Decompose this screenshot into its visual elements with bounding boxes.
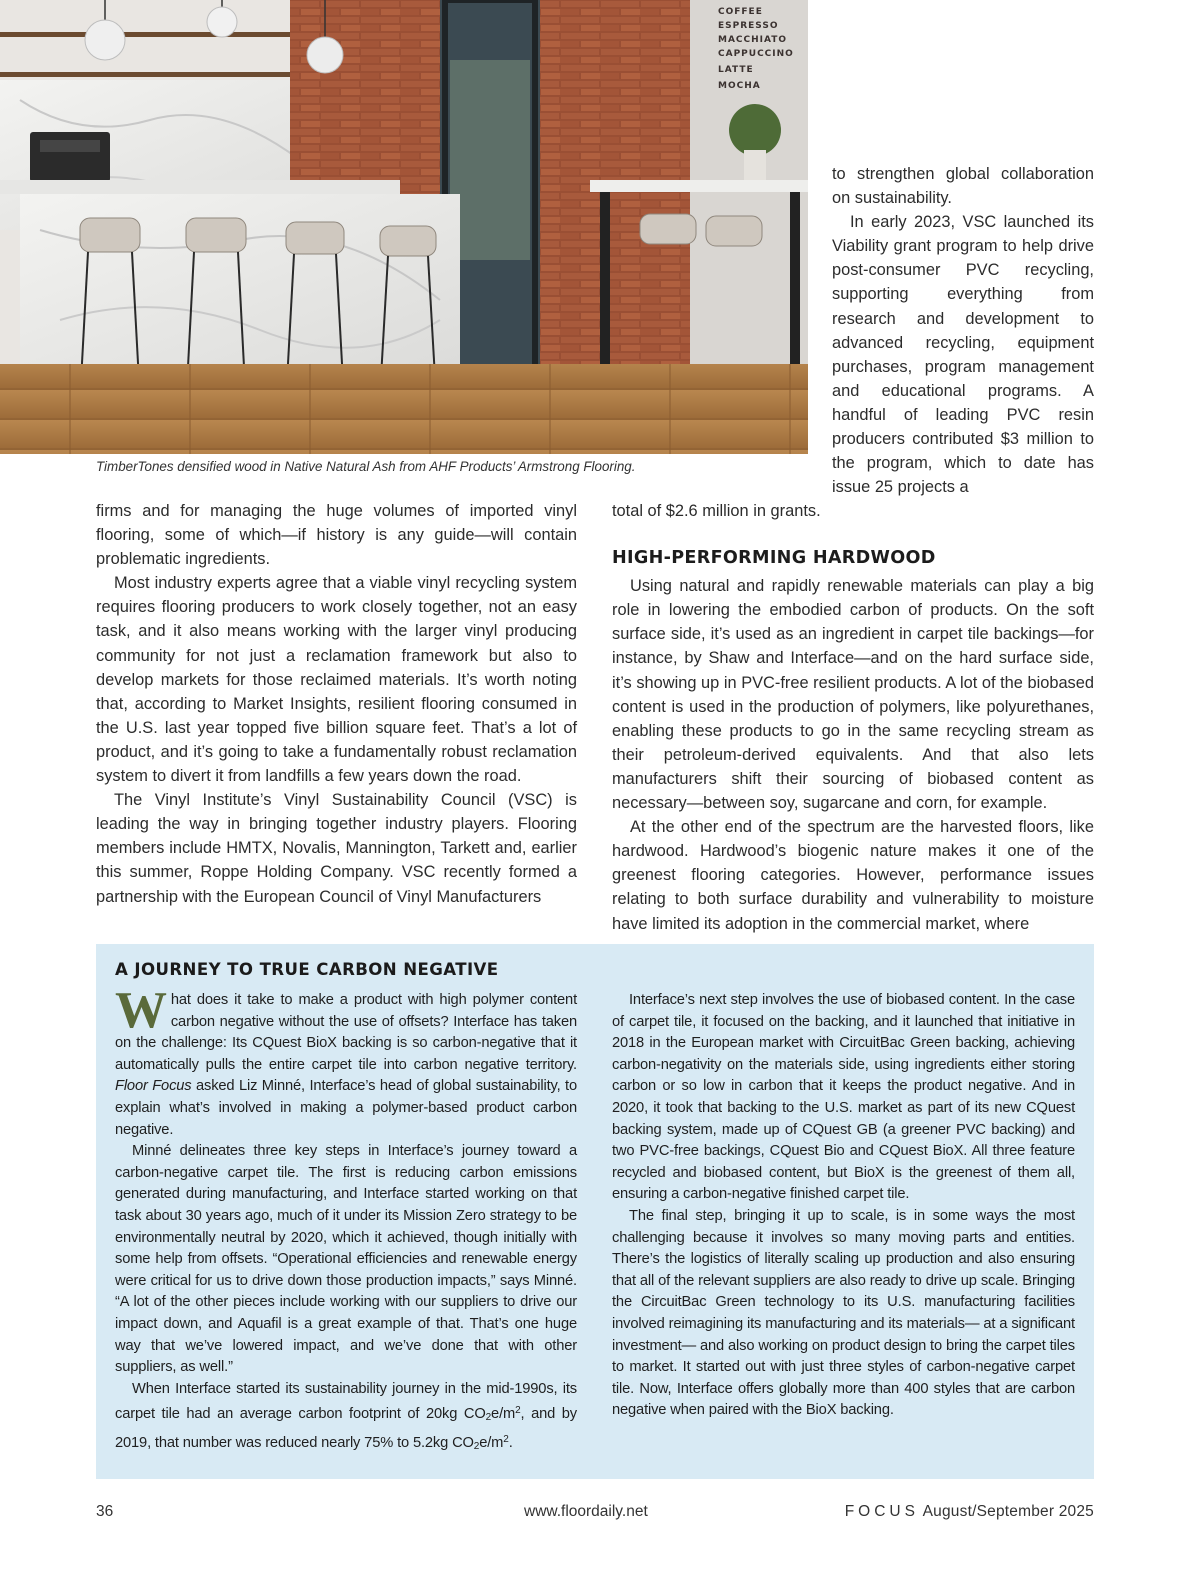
publication-issue: [845, 1503, 1094, 1521]
paragraph: Most industry experts agree that a viable vinyl recycling system requires flooring producers to work closely together, not an easy task, and it also means working with the larger vinyl producing community for not just a reclamation framework but also to develop markets for those reclaimed materials. It’s worth noting that, according to Market Insights, resilient flooring consumed in the U.S. last year topped five billion square feet. That’s a lot of product, and it’s going to take a fundamentally robust reclamation system to divert it from landfills a few years down the road.: [96, 574, 577, 786]
sign-coffee: COFFEE: [718, 7, 763, 17]
cafe-interior-illustration: [0, 0, 808, 454]
paragraph: total of $2.6 million in grants.: [612, 502, 821, 520]
text-run: hat does it take to make a product with high polymer content carbon negative without the use of offsets? Interface has taken on the challenge: Its CQuest BioX backing is so carbon-negative that it automatically pulls the entire carpet tile into carbon negative territory.: [115, 992, 577, 1073]
sidebar-title: A JOURNEY TO TRUE CARBON NEGATIVE: [115, 960, 499, 979]
sign-mocha: MOCHA: [718, 81, 761, 91]
paragraph: Using natural and rapidly renewable materials can play a big role in lowering the embodied carbon of products. On the soft surface side, it’s used as an ingredient in carpet tile backings—for instance, by Shaw and Interface—and on the hard surface side, it’s showing up in PVC-free resilient products. A lot of the biobased content is used in the production of polymers, like polyurethanes, enabling these products to go in the same recycling stream as their petroleum-derived equivalents. And that also lets manufacturers shift their sourcing of biobased content as necessary—between soy, sugarcane and corn, for example.: [612, 577, 1094, 813]
sign-cappuccino: CAPPUCCINO: [718, 49, 794, 59]
text-run: When Interface started its sustainability journey in the mid-1990s, its carpet tile had an average carbon footprint of 20kg: [115, 1380, 577, 1423]
magazine-name: Floor Focus: [115, 1078, 192, 1095]
issue-date: August/September 2025: [922, 1503, 1094, 1520]
section-heading: HIGH-PERFORMING HARDWOOD: [612, 548, 936, 569]
paragraph: In early 2023, VSC launched its Viability grant program to help drive post-consumer PVC recycling, supporting everything from research and development to advanced recycling, equipment purchases, program management and educational programs. A handful of leading PVC resin producers contributed $3 million to the program, which to date has issue 25 projects a: [832, 213, 1094, 497]
sidebar-column-left: [115, 982, 578, 1457]
website-url: www.floordaily.net: [524, 1503, 648, 1520]
paragraph: Interface’s next step involves the use of biobased content. In the case of carpet tile, it focused on the backing, and it launched that initiative in 2018 in the European market with CircuitBac Green backing, achieving carbon-negativity on the materials side, using ingredients either storing carbon or so low in carbon that it keeps the product negative. And in 2020, it took that backing to the U.S. market as part of its new CQuest backing system, made up of CQuest GB (a greener PVC backing) and two PVC-free backings, CQuest Bio and CQuest BioX. All three feature recycled and biobased content, but BioX is the greenest of them all, ensuring a carbon-negative finished carpet tile.: [612, 992, 1075, 1203]
photo-caption: TimberTones densified wood in Native Natural Ash from AHF Products’ Armstrong Flooring.: [96, 459, 636, 474]
paragraph: When Interface started its sustainability journey in the mid-1990s, its carpet tile had an average carbon footprint of 20kg $CO_2e/m^2$, and by 2019, that number was reduced nearly 75% to 5.2kg $CO_2e/m^2$.: [115, 1380, 577, 1452]
sign-latte: LATTE: [718, 65, 754, 75]
sign-espresso: ESPRESSO: [718, 21, 779, 31]
sidebar-box: [96, 944, 1094, 1479]
page-number: 36: [96, 1503, 114, 1520]
paragraph: [115, 982, 578, 1141]
paragraph: firms and for managing the huge volumes of imported vinyl flooring, some of which—if history is any guide—will contain problematic ingredients.: [96, 502, 577, 569]
text-run: , and by 2019, that number was reduced nearly 75% to 5.2kg: [115, 1406, 577, 1451]
sign-macchiato: MACCHIATO: [718, 35, 788, 45]
paragraph: Minné delineates three key steps in Interface’s journey toward a carbon-negative carpet tile. The first is reducing carbon emissions generated during manufacturing, and Interface started working on that task about 30 years ago, much of it under its Mission Zero strategy to be environmentally neutral by 2020, which it achieved, though initially with some help from offsets. “Operational efficiencies and renewable energy were critical for us to drive down those production impacts,” says Minné. “A lot of the other pieces include working with our suppliers to drive our impact down, and Aquafil is a great example of that. That’s one huge way that we’ve lowered impact, and we’ve done that with other suppliers, as well.”: [115, 1143, 577, 1376]
article-column-right: [612, 499, 1094, 936]
paragraph: to strengthen global collaboration on sustainability.: [832, 165, 1094, 208]
magazine-name: FOCUS: [844, 1503, 919, 1520]
menu-signboard: [705, 0, 799, 96]
paragraph: The Vinyl Institute’s Vinyl Sustainability Council (VSC) is leading the way in bringing together industry players. Flooring members include HMTX, Novalis, Mannington, Tarkett and, earlier this summer, Roppe Holding Company. VSC recently formed a partnership with the European Council of Vinyl Manufacturers: [96, 791, 577, 906]
co2-unit: $CO_2e/m^2$: [452, 1433, 509, 1452]
hero-photo: [0, 0, 808, 454]
drop-cap: W: [115, 982, 167, 1039]
sidebar-column-right: [612, 990, 1075, 1422]
article-column-left: [96, 499, 577, 909]
article-column-right-top: [832, 162, 1094, 499]
co2-unit: $CO_2e/m^2$: [463, 1405, 521, 1424]
paragraph: At the other end of the spectrum are the harvested floors, like hardwood. Hardwood’s biogenic nature makes it one of the greenest flooring categories. However, performance issues relating to both surface durability and vulnerability to moisture have limited its adoption in the commercial market, where: [612, 818, 1094, 933]
text-run: asked Liz Minné, Interface’s head of global sustainability, to explain what’s involved in making a polymer-based product carbon negative.: [115, 1078, 578, 1138]
paragraph: The final step, bringing it up to scale, is in some ways the most challenging because it involves so many moving parts and entities. There’s the logistics of literally scaling up production and also ensuring that all of the relevant suppliers are also ready to drive up scale. Bringing the CircuitBac Green technology to its U.S. manufacturing facilities involved reimagining its manufacturing and its materials— at a significant investment— and also working on product design to bring the carpet tiles to market. It started out with just three styles of carbon-negative carpet tile. Now, Interface offers globally more than 400 styles that are carbon negative when paired with the BioX backing.: [612, 1207, 1075, 1419]
